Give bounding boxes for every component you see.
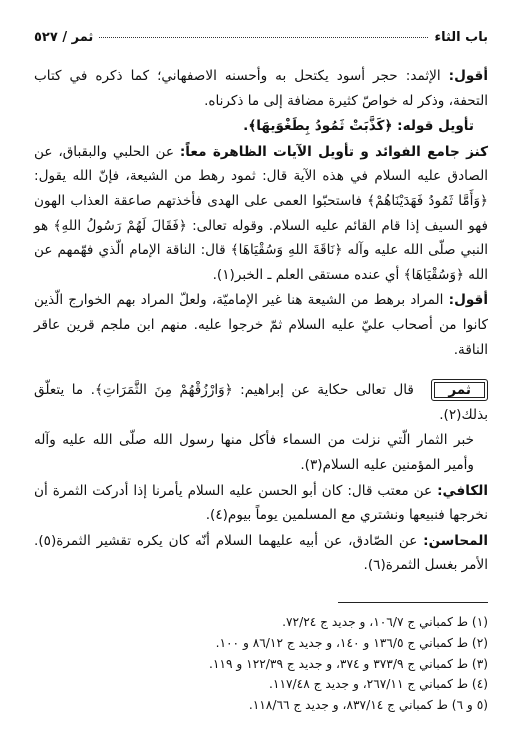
paragraph: [34, 140, 488, 288]
paragraph-text: عن الحلبي والبقباق، عن الصادق عليه السلام في هذه الآية قال: ثمود رهط من الشيعة، فإنّ الله يقول: ﴿وَأَمَّا ثَمُودُ فَهَدَيْنَاهُمْ﴾ فاستحبّوا العمى على الهدى فأخذتهم صاعقة العذاب الهون فهو السيف إذا قام القائم عليه السلام. وقوله تعالى: ﴿فَقَالَ لَهُمْ رَسُولُ اللهِ﴾ هو النبي صلّى الله عليه وآله ﴿نَاقَةَ اللهِ وَسُقْيَاهَا﴾ قال: الناقة الإمام الّذي فهّمهم عن الله ﴿وَسُقْيَاهَا﴾ أي عنده مستقى العلم ـ الخبر(١).: [34, 143, 488, 283]
running-header: [34, 30, 488, 45]
paragraph-text: خبر الثمار الّتي نزلت من السماء فأكل منها رسول الله صلّى الله عليه وآله وأمير المؤمنين عليه السلام(٣).: [34, 432, 474, 473]
paragraph-label: المحاسن:: [423, 532, 488, 549]
main-text: [34, 64, 488, 579]
paragraph-label: الكافي:: [437, 482, 488, 499]
paragraph-text: الإثمد: حجر أسود يكتحل به وأحسنه الاصفهاني؛ كما ذكره في كتاب التحفة، وذكر له خواصّ كثيرة مضافة إلى ما ذكرناه.: [34, 68, 488, 109]
paragraph: [34, 64, 488, 113]
footnote-separator: [338, 602, 488, 603]
paragraph: [34, 479, 488, 528]
paragraph-label: أقول:: [448, 292, 488, 309]
footnote: (٣) ط كمباني ج ٣٧٣/٩ و ٣٧٤، و جديد ج ١٢٢/٣٩ و ١١٩.: [209, 656, 488, 671]
footnote: (٤) ط كمباني ج ٢٦٧/١١، و جديد ج ١١٧/٤٨.: [269, 677, 488, 692]
paragraph-text: عن معتب قال: كان أبو الحسن عليه السلام يأمرنا إذا أدركت الثمرة أن نخرجها فنبيعها ونشتري مع المسلمين يوماً بيوم(٤).: [34, 482, 488, 524]
footnotes: [34, 612, 488, 716]
footnote: (٥ و ٦) ط كمباني ج ٨٣٧/١٤، و جديد ج ١١٨/٦٦.: [248, 698, 488, 713]
paragraph: [34, 288, 488, 362]
paragraph-label: أقول:: [448, 68, 488, 84]
paragraph: [34, 529, 488, 578]
topic-heading-box: ثمر: [431, 379, 488, 401]
paragraph-text: تأويل قوله: ﴿كَذَّبَتْ ثَمُودُ بِطَغْوَيهَا﴾.: [243, 118, 474, 135]
topic-intro-text: قال تعالى حكاية عن إبراهيم: ﴿وَارْزُقْهُمْ مِنَ الثَّمَرَاتِ﴾. ما يتعلّق بذلك(٢).: [34, 382, 488, 423]
paragraph: [34, 114, 488, 139]
paragraph-label: كنز جامع الفوائد و تأويل الآيات الظاهرة معاً:: [179, 143, 488, 160]
topic-entry: [34, 378, 488, 427]
paragraph-text: عن الصّادق، عن أبيه عليهما السلام أنّه كان يكره تقشير الثمرة(٥). الأمر بغسل الثمرة(٦).: [34, 532, 488, 574]
topic-and-page-number: ثمر / ٥٢٧: [34, 30, 94, 45]
footnote: (٢) ط كمباني ج ١٣٦/٥ و ١٤٠، و جديد ج ٨٦/١٢ و ١٠٠.: [215, 635, 488, 650]
paragraph: [34, 428, 488, 477]
header-leader-dots: [99, 37, 428, 38]
paragraph-text: المراد برهط من الشيعة هنا غير الإماميّة، ولعلّ المراد بهم الخوارج الّذين كانوا من أصحاب عليّ عليه السلام ثمّ خرجوا عليه. منهم ابن ملجم قرين عاقر الناقة.: [34, 292, 488, 358]
chapter-title: باب الثاء: [434, 30, 488, 45]
footnote: (١) ط كمباني ج ١٠٦/٧، و جديد ج ٧٢/٢٤.: [282, 615, 488, 629]
